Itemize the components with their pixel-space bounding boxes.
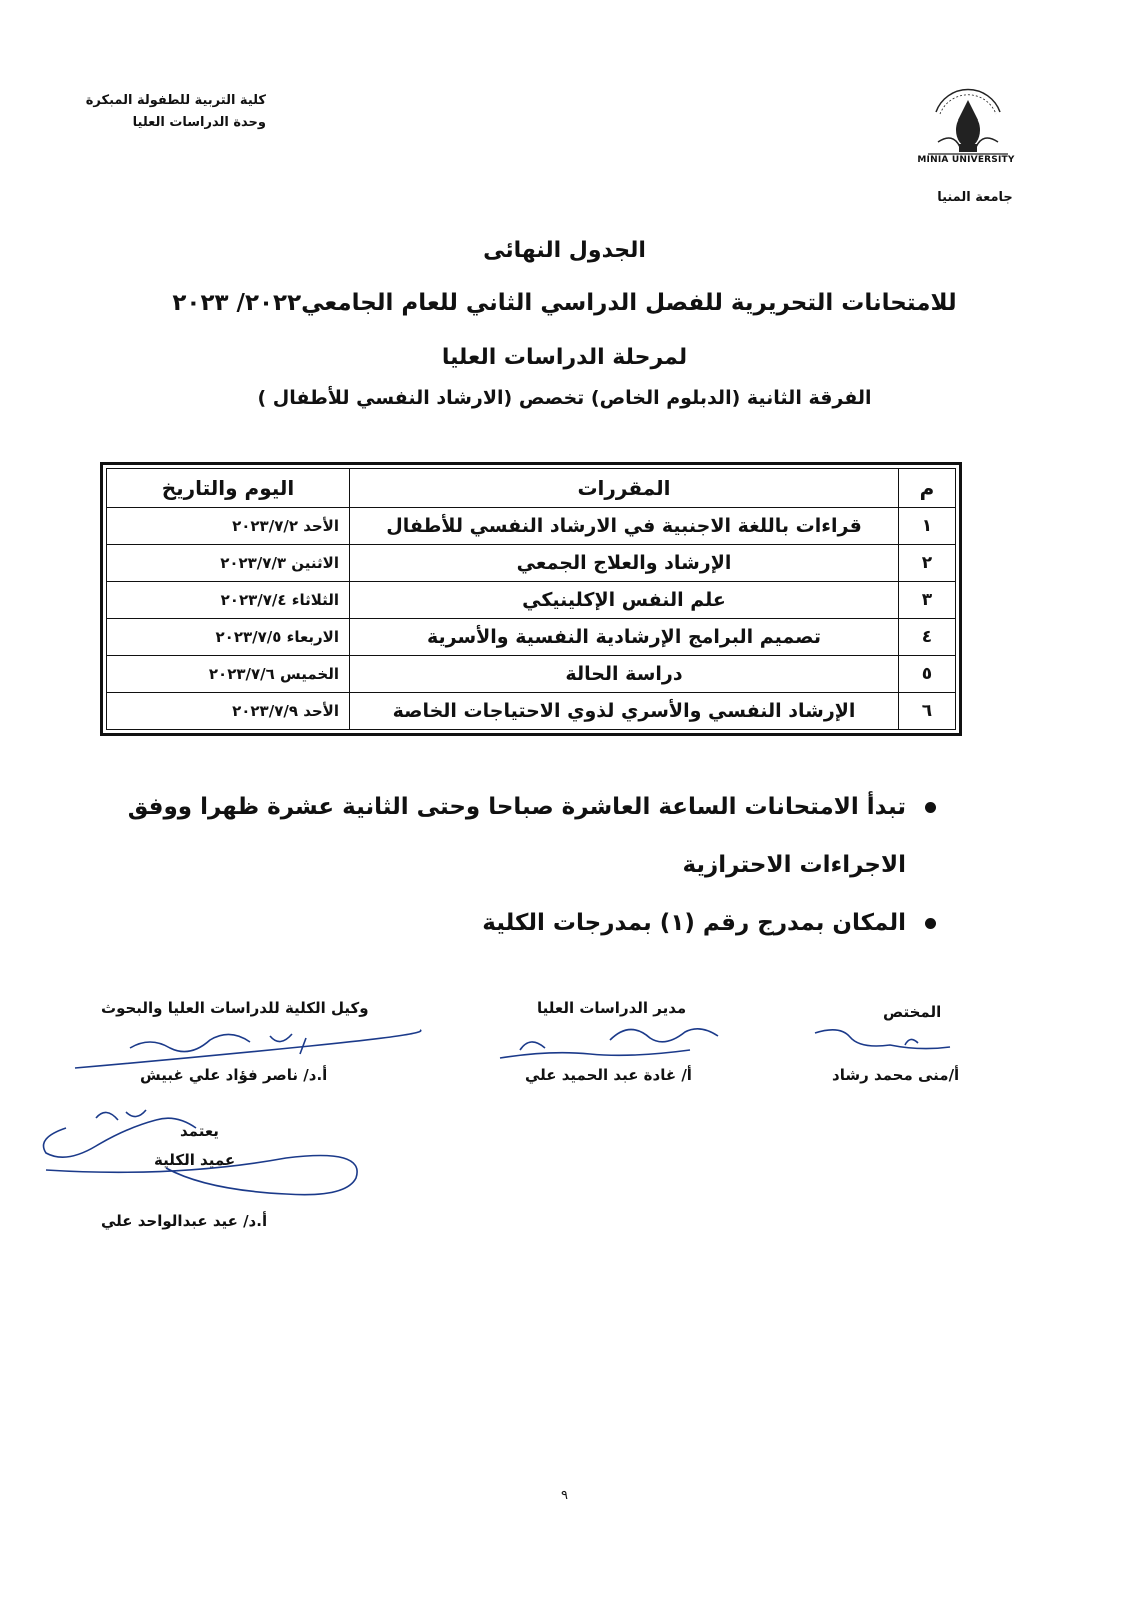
specialist-title: المختص — [883, 1003, 942, 1021]
approve-label: يعتمد — [180, 1122, 219, 1140]
bullet-icon — [925, 918, 936, 929]
vice-dean-name: أ.د/ ناصر فؤاد علي غبيش — [140, 1066, 328, 1084]
table-row — [107, 693, 956, 730]
row-date: الثلاثاء ٢٠٢٣/٧/٤ — [107, 582, 350, 619]
note-item — [96, 778, 936, 894]
header-num: م — [899, 469, 956, 508]
row-course: قراءات باللغة الاجنبية في الارشاد النفسي للأطفال — [350, 508, 899, 545]
director-name: أ/ غادة عبد الحميد علي — [525, 1066, 692, 1084]
row-num: ٤ — [899, 619, 956, 656]
document-stage: لمرحلة الدراسات العليا — [441, 345, 688, 370]
director-title: مدير الدراسات العليا — [537, 999, 687, 1017]
table-row — [107, 619, 956, 656]
document-program: الفرقة الثانية (الدبلوم الخاص) تخصص (الارشاد النفسي للأطفال ) — [257, 387, 872, 409]
row-course: الإرشاد النفسي والأسري لذوي الاحتياجات الخاصة — [350, 693, 899, 730]
row-num: ٥ — [899, 656, 956, 693]
table-row — [107, 508, 956, 545]
note-item — [96, 894, 936, 952]
row-date: الاثنين ٢٠٢٣/٧/٣ — [107, 545, 350, 582]
university-name-en: MINIA UNIVERSITY — [917, 155, 1015, 165]
unit-name: وحدة الدراسات العليا — [132, 115, 266, 130]
table-row — [107, 545, 956, 582]
document-title: الجدول النهائى — [483, 238, 646, 263]
header-course: المقررات — [350, 469, 899, 508]
header-date: اليوم والتاريخ — [107, 469, 350, 508]
table-row — [107, 656, 956, 693]
university-logo-icon — [918, 72, 1018, 192]
row-date: الأحد ٢٠٢٣/٧/٩ — [107, 693, 350, 730]
exam-notes — [96, 778, 936, 952]
university-name-ar: جامعة المنيا — [937, 190, 1013, 205]
row-course: تصميم البرامج الإرشادية النفسية والأسرية — [350, 619, 899, 656]
row-date: الخميس ٢٠٢٣/٧/٦ — [107, 656, 350, 693]
row-course: الإرشاد والعلاج الجمعي — [350, 545, 899, 582]
note-time: تبدأ الامتحانات الساعة العاشرة صباحا وحتى الثانية عشرة ظهرا ووفق الاجراءات الاحترازية — [127, 794, 906, 878]
document-subtitle: للامتحانات التحريرية للفصل الدراسي الثاني للعام الجامعي٢٠٢٢/ ٢٠٢٣ — [172, 290, 957, 316]
vice-dean-title: وكيل الكلية للدراسات العليا والبحوث — [101, 999, 369, 1017]
row-num: ١ — [899, 508, 956, 545]
row-num: ٦ — [899, 693, 956, 730]
dean-name: أ.د/ عيد عبدالواحد علي — [101, 1212, 268, 1230]
faculty-name: كلية التربية للطفولة المبكرة — [85, 93, 266, 108]
exam-schedule-table — [100, 462, 962, 736]
faculty-header — [85, 90, 266, 134]
dean-title: عميد الكلية — [154, 1151, 236, 1169]
page-number: ٩ — [561, 1488, 568, 1503]
director-signature-icon — [490, 1010, 730, 1070]
row-date: الأحد ٢٠٢٣/٧/٢ — [107, 508, 350, 545]
vice-dean-signature-icon — [70, 1018, 430, 1078]
bullet-icon — [925, 802, 936, 813]
specialist-name: أ/منى محمد رشاد — [832, 1066, 960, 1084]
dean-signature-icon — [26, 1098, 386, 1208]
table-row — [107, 582, 956, 619]
row-num: ٣ — [899, 582, 956, 619]
specialist-signature-icon — [810, 1015, 960, 1065]
row-date: الاربعاء ٢٠٢٣/٧/٥ — [107, 619, 350, 656]
row-course: علم النفس الإكلينيكي — [350, 582, 899, 619]
note-location: المكان بمدرج رقم (١) بمدرجات الكلية — [482, 910, 906, 936]
row-num: ٢ — [899, 545, 956, 582]
table-header-row — [107, 469, 956, 508]
row-course: دراسة الحالة — [350, 656, 899, 693]
